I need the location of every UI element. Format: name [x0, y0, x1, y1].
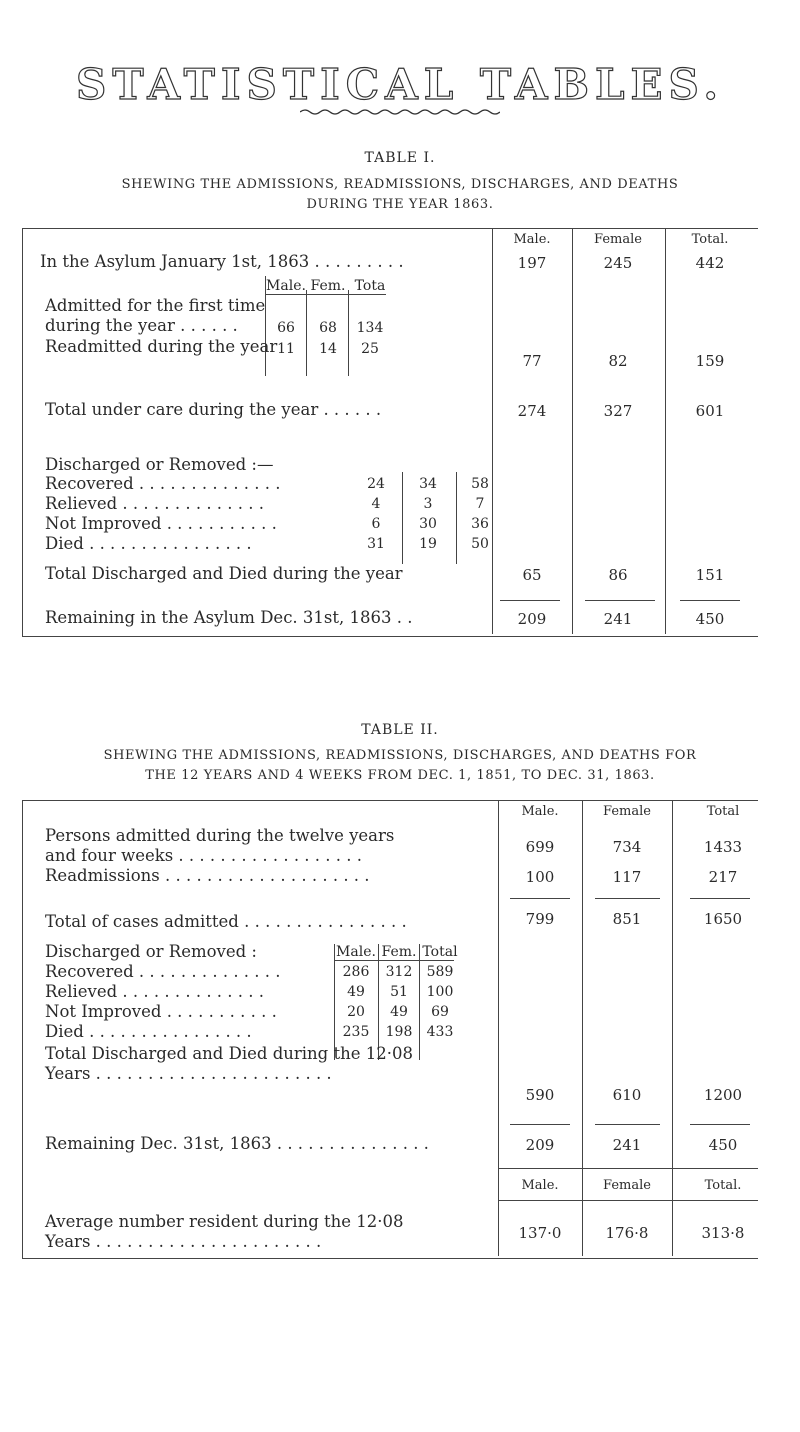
t2-readmissions-male: 100: [525, 868, 555, 886]
t1-remaining-label: Remaining in the Asylum Dec. 31st, 1863 . .: [45, 608, 413, 627]
t1-notimproved-total: 36: [471, 516, 489, 532]
t2-total-discharged-label-2: Years . . . . . . . . . . . . . . . . . . . . . . .: [45, 1064, 332, 1083]
t1-died-fem: 19: [419, 536, 437, 552]
t1-total-care-female: 327: [603, 402, 633, 420]
t1-admitted-total: 134: [356, 320, 384, 336]
t1-remaining-total: 450: [695, 610, 725, 628]
t2-inner-col-fem: Fem.: [381, 944, 417, 960]
page-heading: STATISTICAL TABLES.: [76, 60, 724, 109]
t2-died-male: 235: [342, 1024, 370, 1040]
t2-remaining-female: 241: [612, 1136, 642, 1154]
t2-died-fem: 198: [385, 1024, 413, 1040]
t1-col-male: Male.: [513, 232, 551, 247]
table2-label: TABLE II.: [361, 722, 439, 738]
t1-recovered-label: Recovered . . . . . . . . . . . . . .: [45, 474, 281, 493]
t1-died-label: Died . . . . . . . . . . . . . . . .: [45, 534, 252, 553]
t2-readmissions-female: 117: [612, 868, 642, 886]
t1-notimproved-fem: 30: [419, 516, 437, 532]
t2-died-label: Died . . . . . . . . . . . . . . . .: [45, 1022, 252, 1041]
t2-avg-col-total: Total.: [704, 1178, 742, 1193]
t2-total-cases-female: 851: [612, 910, 642, 928]
t1-jan-male: 197: [517, 254, 547, 272]
t1-readmitted-col-female: 82: [608, 352, 628, 370]
t2-avg-total: 313·8: [701, 1224, 745, 1242]
t2-avg-female: 176·8: [605, 1224, 649, 1242]
t1-total-care-label: Total under care during the year . . . . . .: [45, 400, 382, 419]
wavy-rule: [300, 108, 500, 116]
t2-persons-total: 1433: [703, 838, 743, 856]
t2-recovered-label: Recovered . . . . . . . . . . . . . .: [45, 962, 281, 981]
t1-readmitted-fem: 14: [319, 341, 337, 357]
t2-persons-label-1: Persons admitted during the twelve years: [45, 826, 395, 845]
t1-inner-col-male: Male.: [266, 278, 306, 294]
t1-relieved-male: 4: [371, 496, 381, 512]
t1-remaining-female: 241: [603, 610, 633, 628]
t1-jan-total: 442: [695, 254, 725, 272]
t2-avg-male: 137·0: [518, 1224, 562, 1242]
t2-col-male: Male.: [521, 804, 559, 819]
t2-col-total: Total: [706, 804, 740, 819]
t2-remaining-male: 209: [525, 1136, 555, 1154]
t2-total-discharged-label-1: Total Discharged and Died during the 12·08: [45, 1044, 413, 1063]
t2-avg-label-1: Average number resident during the 12·08: [45, 1212, 404, 1231]
t2-relieved-male: 49: [347, 984, 365, 1000]
t2-total-discharged-total: 1200: [703, 1086, 743, 1104]
t2-avg-col-male: Male.: [521, 1178, 559, 1193]
t1-admitted-fem: 68: [319, 320, 337, 336]
t2-notimproved-label: Not Improved . . . . . . . . . . .: [45, 1002, 277, 1021]
t1-total-care-male: 274: [517, 402, 547, 420]
t1-died-total: 50: [471, 536, 489, 552]
table1-label: TABLE I.: [364, 150, 436, 166]
t1-col-total: Total.: [691, 232, 729, 247]
t1-discharged-label: Discharged or Removed :—: [45, 455, 274, 474]
t2-recovered-total: 589: [426, 964, 454, 980]
t1-total-discharged-total: 151: [695, 566, 725, 584]
t1-relieved-total: 7: [475, 496, 485, 512]
t1-remaining-male: 209: [517, 610, 547, 628]
t1-readmitted-col-male: 77: [522, 352, 542, 370]
t1-readmitted-label: Readmitted during the year: [45, 337, 278, 356]
t2-relieved-fem: 51: [390, 984, 408, 1000]
table1-subtitle-1: SHEWING THE ADMISSIONS, READMISSIONS, DISCHARGES, AND DEATHS: [121, 177, 679, 192]
table2-subtitle-1: SHEWING THE ADMISSIONS, READMISSIONS, DISCHARGES, AND DEATHS FOR: [103, 748, 697, 763]
t2-inner-col-total: Total: [422, 944, 458, 960]
t1-readmitted-total: 25: [361, 341, 379, 357]
t2-notimproved-total: 69: [431, 1004, 449, 1020]
t1-inner-col-total: Tota: [354, 278, 386, 294]
t2-readmissions-label: Readmissions . . . . . . . . . . . . . . . . . . . .: [45, 866, 370, 885]
t1-relieved-fem: 3: [423, 496, 433, 512]
t1-admitted-label-2: during the year . . . . . .: [45, 316, 238, 335]
t2-remaining-total: 450: [708, 1136, 738, 1154]
t1-total-discharged-female: 86: [608, 566, 628, 584]
t2-total-cases-total: 1650: [703, 910, 743, 928]
t2-avg-label-2: Years . . . . . . . . . . . . . . . . . . . . . .: [45, 1232, 322, 1251]
t2-readmissions-total: 217: [708, 868, 738, 886]
t2-discharged-label: Discharged or Removed :: [45, 942, 257, 961]
t1-readmitted-male: 11: [277, 341, 295, 357]
t2-notimproved-fem: 49: [390, 1004, 408, 1020]
t2-died-total: 433: [426, 1024, 454, 1040]
t2-inner-col-male: Male.: [336, 944, 376, 960]
t2-notimproved-male: 20: [347, 1004, 365, 1020]
t2-recovered-fem: 312: [385, 964, 413, 980]
table1-subtitle-2: DURING THE YEAR 1863.: [306, 197, 494, 212]
t2-persons-label-2: and four weeks . . . . . . . . . . . . . . . . . .: [45, 846, 363, 865]
t1-admitted-male: 66: [277, 320, 295, 336]
t1-total-care-total: 601: [695, 402, 725, 420]
t2-recovered-male: 286: [342, 964, 370, 980]
t1-died-male: 31: [367, 536, 385, 552]
t1-jan-female: 245: [603, 254, 633, 272]
t2-relieved-label: Relieved . . . . . . . . . . . . . .: [45, 982, 265, 1001]
t1-row-jan-label: In the Asylum January 1st, 1863 . . . . . . . . .: [40, 252, 404, 271]
t2-persons-female: 734: [612, 838, 642, 856]
t1-admitted-label-1: Admitted for the first time: [45, 296, 266, 315]
t2-remaining-label: Remaining Dec. 31st, 1863 . . . . . . . . . . . . . . .: [45, 1134, 429, 1153]
t2-total-discharged-female: 610: [612, 1086, 642, 1104]
t1-inner-col-fem: Fem.: [310, 278, 346, 294]
t1-notimproved-label: Not Improved . . . . . . . . . . .: [45, 514, 277, 533]
t1-recovered-male: 24: [367, 476, 385, 492]
t2-relieved-total: 100: [426, 984, 454, 1000]
t1-total-discharged-label: Total Discharged and Died during the year: [45, 564, 403, 583]
t2-avg-col-female: Female: [603, 1178, 651, 1193]
t2-persons-male: 699: [525, 838, 555, 856]
t1-recovered-total: 58: [471, 476, 489, 492]
t2-total-cases-male: 799: [525, 910, 555, 928]
t1-readmitted-col-total: 159: [695, 352, 725, 370]
table2-subtitle-2: THE 12 YEARS AND 4 WEEKS FROM DEC. 1, 1851, TO DEC. 31, 1863.: [145, 768, 655, 783]
t1-notimproved-male: 6: [371, 516, 381, 532]
t2-col-female: Female: [603, 804, 651, 819]
t1-relieved-label: Relieved . . . . . . . . . . . . . .: [45, 494, 265, 513]
t2-total-discharged-male: 590: [525, 1086, 555, 1104]
t1-total-discharged-male: 65: [522, 566, 542, 584]
t2-total-cases-label: Total of cases admitted . . . . . . . . . . . . . . . .: [45, 912, 407, 931]
t1-recovered-fem: 34: [419, 476, 437, 492]
t1-col-female: Female: [594, 232, 642, 247]
